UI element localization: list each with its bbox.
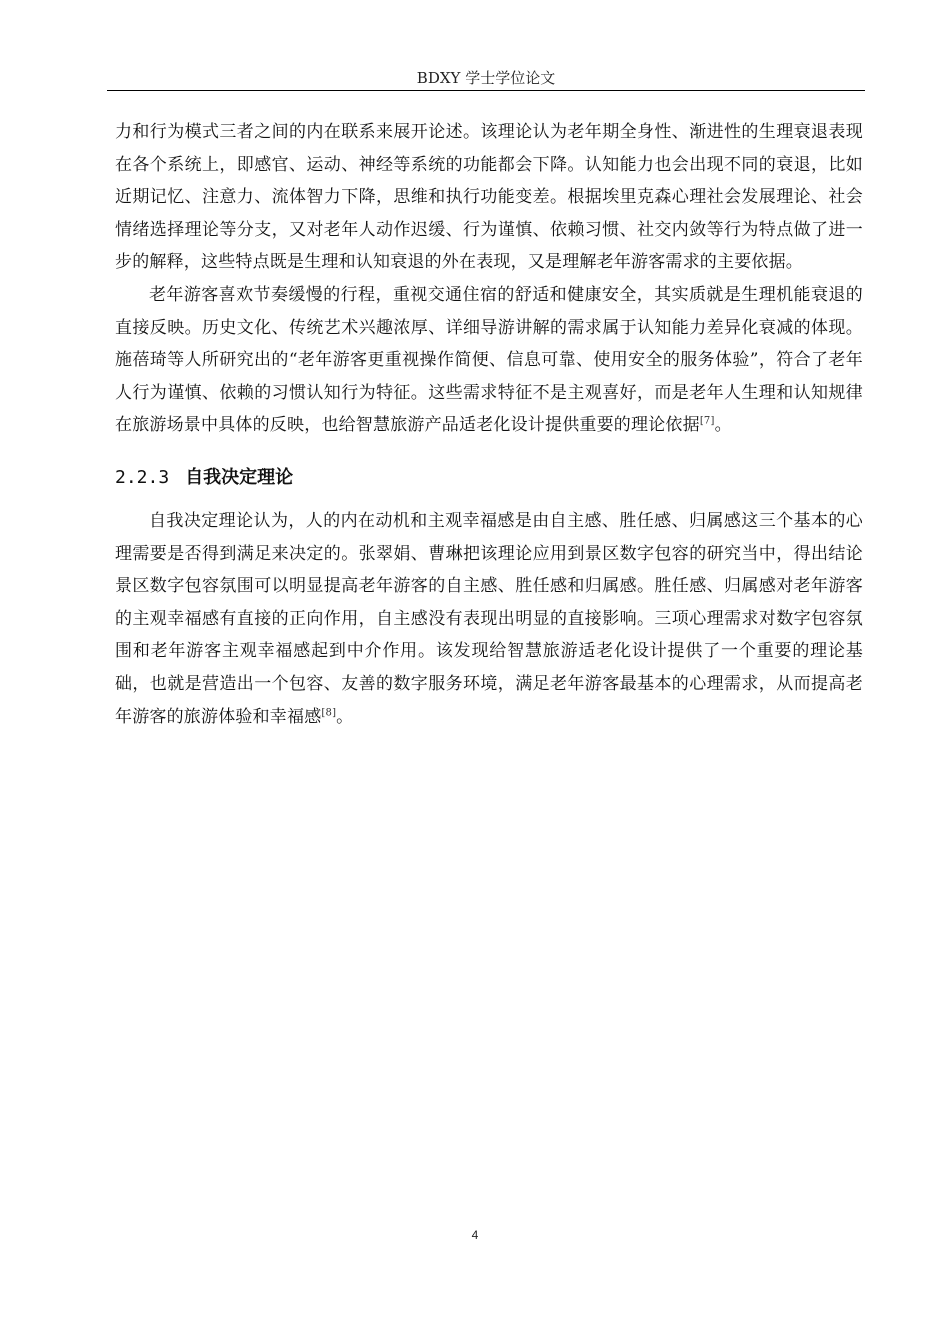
section-number: 2.2.3: [115, 466, 170, 488]
header-divider: [107, 90, 865, 91]
paragraph-2-text: 老年游客喜欢节奏缓慢的行程，重视交通住宿的舒适和健康安全，其实质就是生理机能衰退的直接反映。历史文化、传统艺术兴趣浓厚、详细导游讲解的需求属于认知能力差异化衰减的体现。施蓓琦等人所研究出的“老年游客更重视操作简便、信息可靠、使用安全的服务体验”，符合了老年人行为谨慎、依赖的习惯认知行为特征。这些需求特征不是主观喜好，而是老年人生理和认知规律在旅游场景中具体的反映，也给智慧旅游产品适老化设计提供重要的理论依据: [115, 284, 863, 436]
citation-8[interactable]: [8]: [321, 706, 337, 718]
section-heading: [115, 463, 863, 493]
paragraph-3: [115, 505, 863, 733]
document-body: [115, 116, 863, 733]
paragraph-2: [115, 279, 863, 442]
paragraph-2-end: 。: [714, 415, 732, 436]
paragraph-3-text: 自我决定理论认为，人的内在动机和主观幸福感是由自主感、胜任感、归属感这三个基本的心理需要是否得到满足来决定的。张翠娟、曹琳把该理论应用到景区数字包容的研究当中，得出结论景区数字包容氛围可以明显提高老年游客的自主感、胜任感和归属感。胜任感、归属感对老年游客的主观幸福感有直接的正向作用，自主感没有表现出明显的直接影响。三项心理需求对数字包容氛围和老年游客主观幸福感起到中介作用。该发现给智慧旅游适老化设计提供了一个重要的理论基础，也就是营造出一个包容、友善的数字服务环境，满足老年游客最基本的心理需求，从而提高老年游客的旅游体验和幸福感: [115, 510, 863, 727]
citation-7[interactable]: [7]: [699, 415, 715, 427]
paragraph-1: 力和行为模式三者之间的内在联系来展开论述。该理论认为老年期全身性、渐进性的生理衰退表现在各个系统上，即感官、运动、神经等系统的功能都会下降。认知能力也会出现不同的衰退，比如近期记忆、注意力、流体智力下降，思维和执行功能变差。根据埃里克森心理社会发展理论、社会情绪选择理论等分支，又对老年人动作迟缓、行为谨慎、依赖习惯、社交内敛等行为特点做了进一步的解释，这些特点既是生理和认知衰退的外在表现，又是理解老年游客需求的主要依据。: [115, 122, 863, 273]
section-title: 自我决定理论: [185, 466, 294, 488]
page-number: 4: [471, 1228, 479, 1242]
paragraph-3-end: 。: [336, 706, 354, 727]
page-header: BDXY 学士学位论文: [416, 69, 556, 87]
